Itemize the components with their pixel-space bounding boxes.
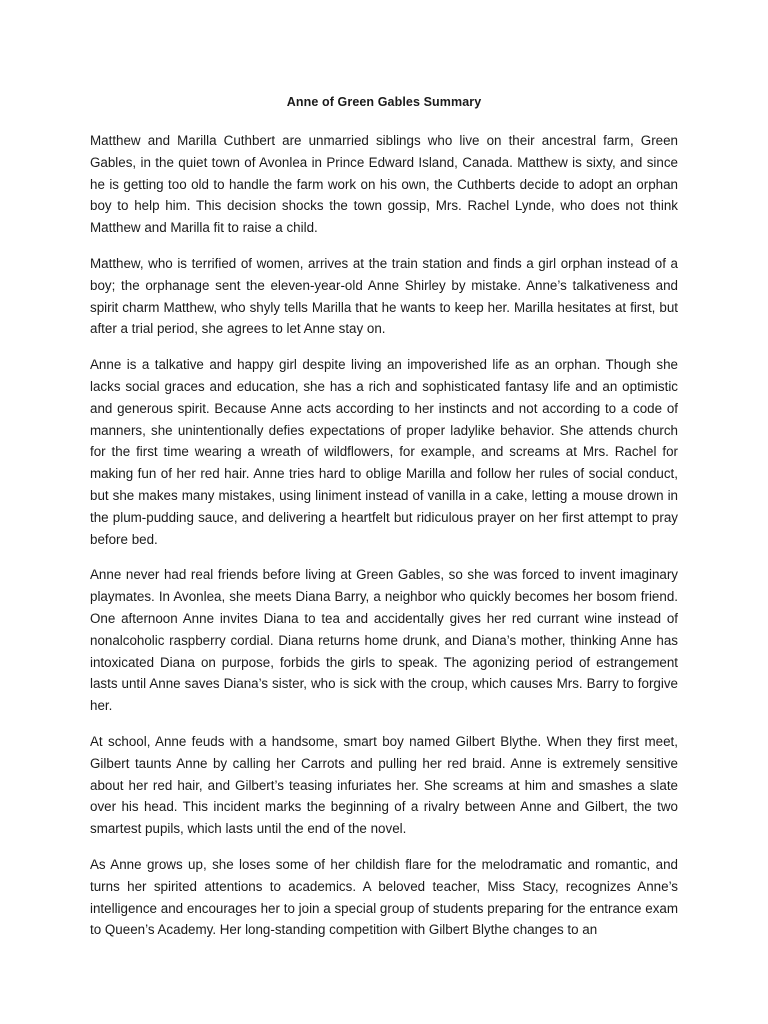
paragraph-6: As Anne grows up, she loses some of her childish flare for the melodramatic and romantic, and turns her spirited attentions to academics. A beloved teacher, Miss Stacy, recognizes Anne’s intelligence and encourages her to join a special group of students preparing for the entrance exam to Queen’s Academy. Her long-standing competition with Gilbert Blythe changes to an — [90, 856, 678, 938]
paragraph-5: At school, Anne feuds with a handsome, smart boy named Gilbert Blythe. When they first meet, Gilbert taunts Anne by calling her Carrots and pulling her red braid. Anne is extremely sensitive about her red hair, and Gilbert’s teasing infuriates her. She screams at him and smashes a slate over his head. This incident marks the beginning of a rivalry between Anne and Gilbert, the two smartest pupils, which lasts until the end of the novel. — [90, 733, 678, 837]
document-title: Anne of Green Gables Summary — [286, 95, 482, 109]
paragraph-1: Matthew and Marilla Cuthbert are unmarried siblings who live on their ancestral farm, Green Gables, in the quiet town of Avonlea in Prince Edward Island, Canada. Matthew is sixty, and since he is getting too old to handle the farm work on his own, the Cuthberts decide to adopt an orphan boy to help him. This decision shocks the town gossip, Mrs. Rachel Lynde, who does not think Matthew and Marilla fit to raise a child. — [90, 133, 678, 236]
paragraph-4: Anne never had real friends before living at Green Gables, so she was forced to invent imaginary playmates. In Avonlea, she meets Diana Barry, a neighbor who quickly becomes her bosom friend. One afternoon Anne invites Diana to tea and accidentally gives her red currant wine instead of nonalcoholic raspberry cordial. Diana returns home drunk, and Diana’s mother, thinking Anne has intoxicated Diana on purpose, forbids the girls to speak. The agonizing period of estrangement lasts until Anne saves Diana’s sister, who is sick with the croup, which causes Mrs. Barry to forgive her. — [90, 567, 678, 714]
paragraph-2: Matthew, who is terrified of women, arrives at the train station and finds a girl orphan instead of a boy; the orphanage sent the eleven-year-old Anne Shirley by mistake. Anne’s talkativeness and spirit charm Matthew, who shyly tells Marilla that he wants to keep her. Marilla hesitates at first, but after a trial period, she agrees to let Anne stay on. — [90, 255, 678, 337]
paragraph-3: Anne is a talkative and happy girl despite living an impoverished life as an orphan. Though she lacks social graces and education, she has a rich and sophisticated fantasy life and an optimistic and generous spirit. Because Anne acts according to her instincts and not according to a code of manners, she unintentionally defies expectations of proper ladylike behavior. She attends church for the first time wearing a wreath of wildflowers, for example, and screams at Mrs. Rachel for making fun of her red hair. Anne tries hard to oblige Marilla and follow her rules of social conduct, but she makes many mistakes, using liniment instead of vanilla in a cake, letting a mouse drown in the plum-pudding sauce, and delivering a heartfelt but ridiculous prayer on her first attempt to pray before bed. — [90, 357, 678, 547]
